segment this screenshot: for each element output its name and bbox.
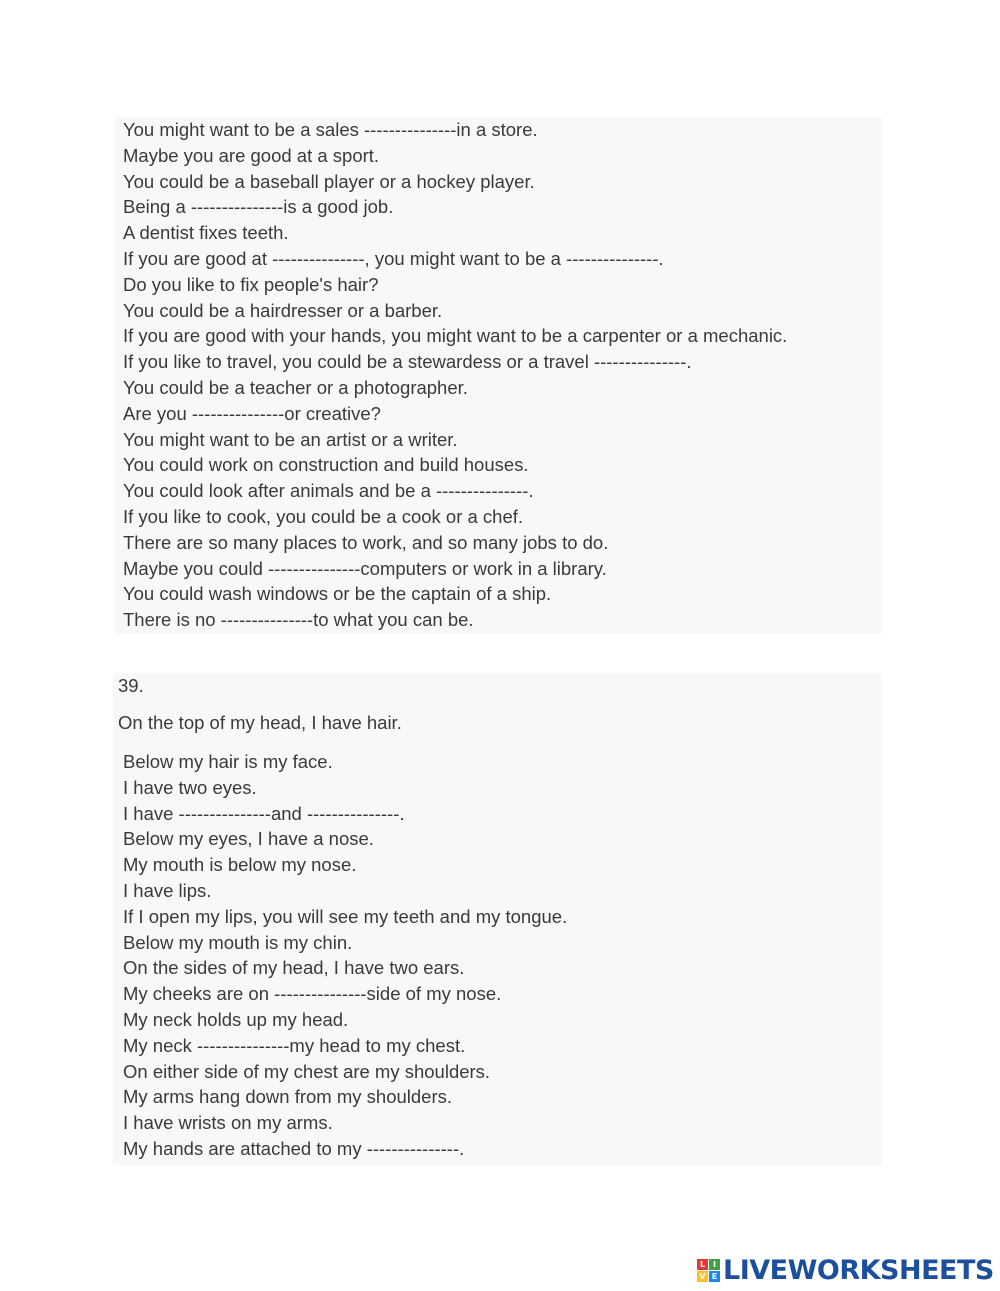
careers-lines [123,117,787,633]
text-line: You might want to be an artist or a writer. [123,428,458,450]
logo-letter: L [697,1259,708,1270]
text-line: You could be a teacher or a photographer. [123,376,468,398]
text-line: My cheeks are on ---------------side of my nose. [123,983,502,1005]
text-line: On the sides of my head, I have two ears. [123,957,465,979]
text-line: I have ---------------and ---------------. [123,802,405,824]
text-line: If you like to cook, you could be a cook or a chef. [123,505,524,527]
text-line: Being a ---------------is a good job. [123,196,394,218]
text-line: If you like to travel, you could be a stewardess or a travel ---------------. [123,351,692,373]
text-block-body [113,673,882,1165]
text-line: Maybe you are good at a sport. [123,144,380,166]
text-line: You could be a hairdresser or a barber. [123,299,443,321]
text-line: I have two eyes. [123,776,257,798]
text-line: My hands are attached to my ---------------. [123,1137,465,1159]
text-line: My neck holds up my head. [123,1008,349,1030]
logo-text: LIVEWORKSHEETS [723,1254,994,1286]
logo-letter: V [697,1271,708,1282]
text-line: My neck ---------------my head to my chest. [123,1034,466,1056]
question-number: 39. [118,675,144,696]
logo-icon [697,1259,720,1282]
text-line: You could wash windows or be the captain of a ship. [123,583,552,605]
text-line: Below my hair is my face. [123,751,333,772]
text-line: If you are good with your hands, you might want to be a carpenter or a mechanic. [123,325,788,347]
intro-line: On the top of my head, I have hair. [118,712,402,733]
text-line: There is no ---------------to what you can be. [123,609,474,631]
text-line: You could look after animals and be a ---------------. [123,480,534,502]
text-line: My mouth is below my nose. [123,854,357,876]
logo-letter: I [709,1259,720,1270]
body-lines [123,749,567,1162]
text-line: Do you like to fix people's hair? [123,273,379,295]
logo-letter: E [709,1271,720,1282]
text-line: Below my mouth is my chin. [123,931,353,953]
text-line: You might want to be a sales ---------------in a store. [123,119,538,140]
text-line: If you are good at ---------------, you might want to be a ---------------. [123,247,664,269]
text-line: On either side of my chest are my shoulders. [123,1060,491,1082]
text-line: A dentist fixes teeth. [123,222,289,244]
text-line: My arms hang down from my shoulders. [123,1086,453,1108]
text-line: If I open my lips, you will see my teeth and my tongue. [123,905,568,927]
text-line: Below my eyes, I have a nose. [123,828,374,850]
text-line: You could be a baseball player or a hockey player. [123,170,535,192]
text-line: I have lips. [123,879,212,901]
text-block-careers [115,117,882,634]
text-line: Maybe you could ---------------computers or work in a library. [123,557,607,579]
text-line: You could work on construction and build houses. [123,454,529,476]
text-line: There are so many places to work, and so many jobs to do. [123,531,609,553]
text-line: Are you ---------------or creative? [123,402,381,424]
liveworksheets-logo [697,1255,994,1285]
text-line: I have wrists on my arms. [123,1112,333,1134]
